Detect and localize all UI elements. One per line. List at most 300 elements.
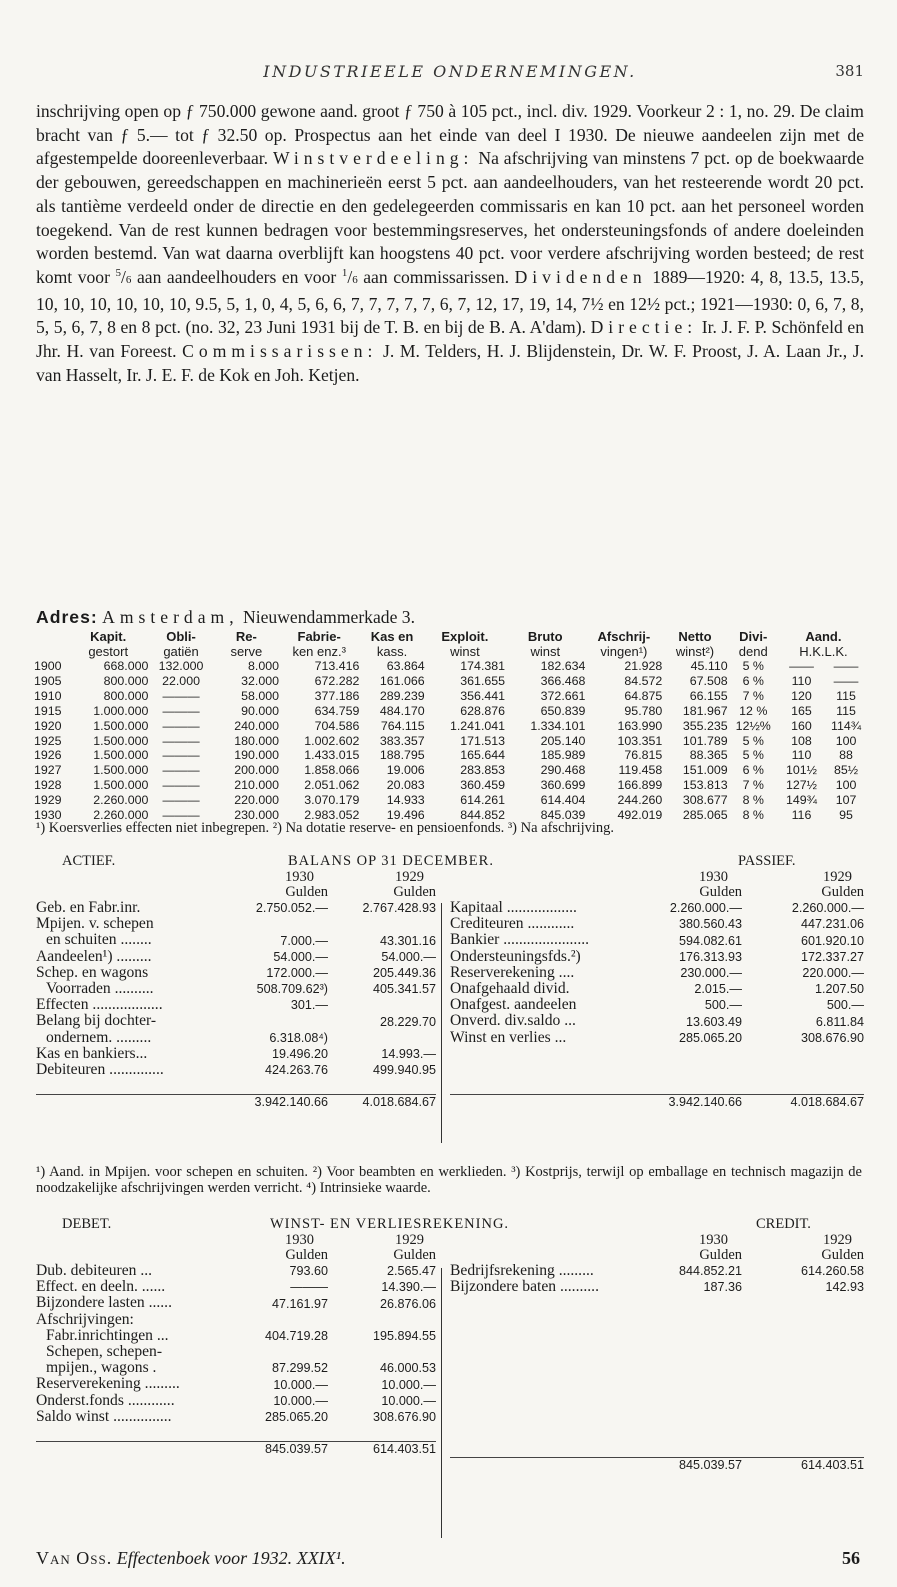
table-cell: 845.039 — [540, 808, 586, 823]
footer-page-ref: 56 — [842, 1548, 860, 1568]
table-footnote: ¹) Koersverlies effecten niet inbegrepen. ²) Na dotatie reserve- en pensioenfonds. ³) Na afschrijving. — [36, 820, 615, 836]
line-item-value: 54.000.— — [381, 949, 436, 964]
passief-total-1930: 3.942.140.66 — [668, 1094, 742, 1109]
dividenden-label: Dividenden — [514, 266, 647, 287]
table-cell: 2.260.000 — [93, 793, 149, 808]
line-item-value: 220.000.— — [802, 965, 864, 980]
table-cell: 107 — [835, 793, 857, 808]
table-cell: 7 % — [742, 688, 764, 703]
passief-row — [450, 997, 864, 1013]
year-cell: 1905 — [34, 673, 62, 688]
line-item-label: ondernem. ......... — [46, 1028, 152, 1046]
table-cell: 161.066 — [379, 673, 425, 688]
line-item-value: 2.767.428.93 — [362, 901, 436, 916]
table-cell: 844.852 — [460, 808, 506, 823]
table-cell: 713.416 — [314, 659, 360, 673]
line-item-value: 10.000.— — [381, 1377, 436, 1392]
actief-total-1929: 4.018.684.67 — [362, 1095, 436, 1110]
table-cell: 283.853 — [460, 763, 506, 778]
company-description — [36, 100, 864, 387]
year-1930: 1930 — [285, 869, 314, 885]
table-cell: 115 — [836, 688, 856, 703]
line-item-value: 793.60 — [289, 1264, 328, 1279]
table-cell: 285.065 — [682, 808, 728, 823]
table-cell: 5 % — [742, 659, 764, 673]
column-header: Re- — [235, 629, 257, 644]
debet-row — [36, 1409, 436, 1425]
line-item-value — [328, 997, 436, 1013]
line-item-value: 1.207.50 — [814, 982, 864, 997]
line-item-value: 7.000.— — [280, 933, 328, 948]
line-item-value: 14.993.— — [381, 1046, 436, 1061]
table-cell: 76.815 — [624, 748, 663, 763]
line-item-label: Onafgest. aandeelen — [450, 996, 577, 1014]
year-cell: 1900 — [34, 659, 62, 673]
credit-total-1930: 845.039.57 — [678, 1458, 742, 1473]
passief-row — [450, 916, 864, 932]
line-item-value: 2.565.47 — [386, 1264, 436, 1279]
year-cell: 1929 — [34, 793, 62, 808]
year-1929: 1929 — [823, 869, 852, 885]
table-cell: 240.000 — [234, 718, 279, 733]
unit-label: Gulden — [285, 884, 328, 900]
line-item-value: 500.— — [826, 998, 864, 1013]
line-item-label: Mpijen. v. schepen — [36, 915, 154, 933]
table-cell: 2.051.062 — [304, 778, 360, 793]
table-cell: 244.260 — [617, 793, 663, 808]
debet-row — [36, 1312, 436, 1328]
actief-column — [36, 870, 436, 1109]
table-cell: 6 % — [742, 763, 764, 778]
table-cell: 614.261 — [460, 793, 506, 808]
table-cell: 103.351 — [617, 733, 663, 748]
table-cell: 2.983.052 — [304, 808, 360, 823]
column-subheader: winst — [530, 643, 561, 659]
table-cell: 84.572 — [624, 673, 663, 688]
column-subheader: kass. — [376, 643, 408, 659]
line-item-label: Aandeelen¹) ......... — [36, 947, 152, 965]
table-cell: 800.000 — [103, 688, 149, 703]
column-header: Fabrie- — [297, 629, 341, 644]
table-cell: 360.699 — [540, 778, 586, 793]
line-item-value: 87.299.52 — [271, 1361, 328, 1376]
table-cell: ——— — [162, 748, 200, 763]
line-item-value: 46.000.53 — [379, 1361, 436, 1376]
line-item-label: Ondersteuningsfds.²) — [450, 947, 581, 965]
table-cell: 153.813 — [682, 778, 728, 793]
column-subheader: winst²) — [675, 643, 715, 659]
year-1929: 1929 — [823, 1232, 852, 1248]
actief-row — [36, 997, 436, 1013]
actief-row — [36, 932, 436, 948]
table-cell: 95 — [839, 808, 853, 823]
actief-row — [36, 981, 436, 997]
line-item-value: 380.560.43 — [678, 917, 742, 932]
table-cell: ——— — [162, 703, 200, 718]
line-item-label: Schepen, schepen- — [46, 1343, 163, 1361]
table-cell: 290.468 — [540, 763, 586, 778]
line-item-value — [226, 916, 328, 932]
address-label: Adres: — [36, 607, 98, 627]
table-row — [34, 719, 868, 734]
line-item-value: 14.390.— — [381, 1280, 436, 1295]
table-cell: 151.009 — [682, 763, 728, 778]
line-item-value: 594.082.61 — [678, 933, 742, 948]
table-cell: 180.000 — [234, 733, 279, 748]
directie-label: Directie: — [590, 317, 698, 338]
year-1929: 1929 — [395, 869, 424, 885]
table-cell: 484.170 — [379, 703, 425, 718]
table-cell: 2.260.000 — [93, 808, 149, 823]
table-row — [34, 778, 868, 793]
line-item-label: Schep. en wagons — [36, 963, 149, 981]
line-item-label: Bankier ...................... — [450, 931, 590, 949]
table-cell: 63.864 — [386, 659, 425, 673]
table-cell: 7 % — [742, 778, 764, 793]
line-item-label: Kas en bankiers... — [36, 1044, 148, 1062]
table-cell: 182.634 — [540, 659, 586, 673]
line-item-label: Winst en verlies ... — [450, 1028, 567, 1046]
table-row — [34, 704, 868, 719]
table-cell: 132.000 — [158, 659, 204, 673]
winstverdeeling-text-3: aan commissarissen. — [363, 266, 510, 287]
table-cell: 628.876 — [460, 703, 506, 718]
passief-row — [450, 949, 864, 965]
balans-footnote: ¹) Aand. in Mpijen. voor schepen en schuiten. ²) Voor beambten en werklieden. ³) Kostprijs, terwijl op emballage en technisch magazijn de noodzakelijke afschrijvingen werden verricht. ⁴) Intrinsieke waarde. — [36, 1164, 862, 1196]
line-item-label: Belang bij dochter- — [36, 1012, 157, 1030]
table-cell: 88.365 — [689, 748, 728, 763]
table-cell: 1.500.000 — [93, 763, 149, 778]
table-cell: 355.235 — [682, 718, 728, 733]
line-item-value — [226, 1344, 328, 1360]
commissarissen-text: J. M. Telders, H. J. Blijdenstein, Dr. W. F. Proost, J. A. Laan Jr., J. van Hasselt, Ir. J. E. F. de Kok en Joh. Ketjen. — [36, 341, 865, 385]
line-item-label: Debiteuren .............. — [36, 1061, 164, 1079]
passief-label: PASSIEF. — [738, 853, 796, 869]
column-header: Netto — [678, 629, 712, 644]
table-cell: 704.586 — [314, 718, 360, 733]
passief-row — [450, 981, 864, 997]
line-item-label: Onderst.fonds ............ — [36, 1391, 175, 1409]
line-item-label: mpijen., wagons . — [46, 1359, 157, 1377]
line-item-label: Bedrijfsrekening ......... — [450, 1262, 594, 1279]
line-item-label: Reserverekening .... — [450, 963, 575, 981]
unit-label-2: Gulden — [821, 884, 864, 900]
line-item-value: 499.940.95 — [372, 1063, 436, 1078]
fraction-numerator-2: 1 — [341, 267, 348, 280]
line-item-value: 308.676.90 — [800, 1030, 864, 1045]
table-cell: 58.000 — [241, 688, 279, 703]
year-cell: 1920 — [34, 718, 62, 733]
debet-row — [36, 1376, 436, 1392]
table-cell: ——— — [162, 793, 200, 808]
column-subheader — [34, 645, 68, 660]
line-item-label: Bijzondere baten .......... — [450, 1278, 599, 1296]
passief-total-1929: 4.018.684.67 — [790, 1094, 864, 1109]
line-item-label: Saldo winst ............... — [36, 1407, 172, 1425]
table-cell: 1.500.000 — [93, 733, 149, 748]
debet-row — [36, 1263, 436, 1279]
line-item-value — [328, 1312, 436, 1328]
table-row — [34, 674, 868, 689]
line-item-value: 2.015.— — [694, 982, 742, 997]
table-cell: 114¾ — [830, 718, 862, 733]
debet-row — [36, 1295, 436, 1311]
table-cell: 67.508 — [689, 673, 728, 688]
line-item-value: 19.496.20 — [271, 1046, 328, 1061]
table-cell: 634.759 — [314, 703, 360, 718]
column-subheader: winst — [450, 643, 480, 659]
table-cell: 32.000 — [241, 673, 279, 688]
debet-row — [36, 1328, 436, 1344]
table-cell: 101.789 — [682, 733, 728, 748]
table-cell: 383.357 — [379, 733, 425, 748]
description-paragraph: inschrijving open op ƒ 750.000 gewone aand. groot ƒ 750 à 105 pct., incl. div. 1929. Voorkeur 2 : 1, no. 29. De claim bracht van ƒ 5.— tot ƒ 32.50 op. Prospectus aan het einde van deel I 1930. De nieuwe aandeelen zijn met de afgestempelde dooreenleverbaar. Winstverdeeling: Na afschrijving van minstens 7 pct. op de boekwaarde der gebouwen, gereedschappen en machinerieën eerst 5 pct. aan aandeelhouders, van het resteerende wordt 20 pct. als tantième verdeeld onder de directie en den gedelegeerden commissaris en kan 10 pct. aan het personeel worden toegekend. Van de rest kunnen bedragen voor bestemmingsreserves, het ondersteuningsfonds of andere doeleinden worden bestemd. Van wat daarna overblijft kan hoogstens 40 pct. voor verdere afschrijving worden besteed; de rest komt voor $^5$/6 aan aandeelhouders en voor $^1$/6 aan commissarissen. Dividenden 1889—1920: 4, 8, 13.5, 13.5, 10, 10, 10, 10, 10, 10, 9.5, 5, 1, 0, 4, 5, 6, 6, 7, 7, 7, 7, 7, 6, 7, 12, 17, 19, 14, 7½ en 12½ pct.; 1921—1930: 0, 6, 7, 8, 5, 5, 6, 7, 8 en 8 pct. (no. 32, 23 Juni 1931 bij de T. B. en bij de B. A. A'dam). Directie: Ir. J. F. P. Schönfeld en Jhr. H. van Foreest. Commissarissen: J. M. Telders, H. J. Blijdenstein, Dr. W. F. Proost, J. A. Laan Jr., J. van Hasselt, Ir. J. E. F. de Kok en Joh. Ketjen. — [36, 101, 865, 385]
line-item-label: Voorraden .......... — [46, 980, 154, 998]
column-subheader: gestort — [88, 643, 129, 659]
address-line — [36, 607, 864, 628]
table-cell: 1.241.041 — [449, 718, 506, 733]
year-cell: 1925 — [34, 733, 62, 748]
line-item-value: ——— — [290, 1280, 328, 1295]
line-item-value: 447.231.06 — [800, 917, 864, 932]
credit-label: CREDIT. — [756, 1216, 811, 1232]
line-item-value: 285.065.20 — [678, 1030, 742, 1045]
table-cell: 19.496 — [386, 808, 425, 823]
fraction-denominator: 6 — [125, 273, 132, 286]
line-item-label: Onafgehaald divid. — [450, 980, 570, 998]
unit-label-2: Gulden — [393, 1247, 436, 1263]
balans-title: BALANS OP 31 DECEMBER. — [288, 853, 494, 869]
line-item-label: Bijzondere lasten ...... — [36, 1294, 172, 1312]
column-header: Obli- — [166, 629, 196, 644]
line-item-label: Afschrijvingen: — [36, 1310, 134, 1328]
table-cell: 149¾ — [785, 793, 817, 808]
actief-total-1930: 3.942.140.66 — [254, 1095, 328, 1110]
table-row — [34, 689, 868, 704]
actief-row — [36, 1046, 436, 1062]
table-cell: 8.000 — [247, 659, 279, 673]
line-item-value: 54.000.— — [273, 949, 328, 964]
line-item-value: 601.920.10 — [800, 933, 864, 948]
table-cell: 88 — [839, 748, 853, 763]
column-header: Exploit. — [441, 629, 489, 644]
line-item-value: 2.260.000.— — [791, 901, 864, 916]
line-item-value: 301.— — [290, 998, 328, 1013]
line-item-value: 195.894.55 — [372, 1328, 436, 1343]
line-item-value: 285.065.20 — [264, 1409, 328, 1424]
actief-row — [36, 949, 436, 965]
line-item-value — [226, 1312, 328, 1328]
line-item-value — [328, 916, 436, 932]
table-cell: 20.083 — [386, 778, 425, 793]
table-cell: 45.110 — [690, 659, 728, 673]
line-item-value: 308.676.90 — [372, 1409, 436, 1424]
line-item-value — [226, 1013, 328, 1029]
column-subheader: vingen¹) — [600, 643, 648, 659]
column-header: Divi- — [739, 629, 768, 644]
table-cell: 356.441 — [460, 688, 506, 703]
directie-text: Ir. J. F. P. Schönfeld en Jhr. H. van Foreest. — [36, 317, 864, 362]
table-cell: ——— — [162, 763, 200, 778]
table-cell: 1.500.000 — [93, 748, 149, 763]
table-row — [34, 763, 868, 778]
line-item-value: 405.341.57 — [372, 982, 436, 997]
table-cell: 166.899 — [617, 778, 663, 793]
table-cell: 174.381 — [460, 659, 506, 673]
address-city: Amsterdam, — [102, 607, 239, 627]
line-item-value: 13.603.49 — [685, 1014, 742, 1029]
table-cell: 366.468 — [540, 673, 586, 688]
table-cell: ——— — [162, 808, 200, 823]
actief-row — [36, 900, 436, 916]
winstverdeeling-label: Winstverdeeling: — [272, 148, 474, 169]
line-item-value: 10.000.— — [273, 1393, 328, 1408]
running-header — [36, 62, 864, 84]
line-item-value: 508.709.62³) — [256, 982, 328, 997]
year-1930: 1930 — [285, 1232, 314, 1248]
line-item-value: 230.000.— — [680, 965, 742, 980]
winstverdeeling-text: Na afschrijving van minstens 7 pct. op de boekwaarde der gebouwen, gereedschappen en machinerieën eerst 5 pct. aan aandeelhouders, van het resteerende wordt 20 pct. als tantième verdeeld onder de directie en den gedelegeerden commissaris en kan 10 pct. aan het personeel worden toegekend. Van de rest kunnen bedragen voor bestemmingsreserves, het ondersteuningsfonds of andere doeleinden worden bestemd. Van wat daarna overblijft kan hoogstens 40 pct. voor verdere afschrijving worden besteed; de rest komt voor — [36, 148, 865, 287]
table-row — [34, 734, 868, 749]
table-cell: 1.500.000 — [93, 718, 149, 733]
actief-row — [36, 965, 436, 981]
table-cell: ——— — [162, 778, 200, 793]
unit-label: Gulden — [699, 1247, 742, 1263]
actief-row — [36, 1013, 436, 1029]
line-item-value: 187.36 — [703, 1280, 742, 1295]
table-cell: 64.875 — [624, 688, 663, 703]
year-1930: 1930 — [699, 1232, 728, 1248]
line-item-value: 205.449.36 — [372, 965, 436, 980]
table-cell: 8 % — [742, 808, 764, 823]
year-cell: 1930 — [34, 808, 62, 823]
fraction-denominator-2: 6 — [352, 273, 358, 286]
line-item-value: 2.750.052.— — [255, 901, 328, 916]
table-cell: 650.839 — [540, 703, 586, 718]
column-header: Kas en — [370, 629, 414, 644]
table-cell: 120 — [791, 688, 812, 703]
debet-label: DEBET. — [62, 1216, 112, 1232]
table-cell: 181.967 — [682, 703, 728, 718]
column-header: Kapit. — [90, 629, 127, 644]
financial-history-table — [34, 630, 868, 823]
year-cell: 1910 — [34, 688, 62, 703]
line-item-value — [328, 1344, 436, 1360]
line-item-value: 10.000.— — [273, 1377, 328, 1392]
fraction-numerator: 5 — [115, 267, 122, 280]
passief-row — [450, 965, 864, 981]
debet-row — [36, 1344, 436, 1360]
column-subheader: serve — [230, 643, 263, 659]
table-cell: 14.933 — [386, 793, 425, 808]
table-cell: 289.239 — [379, 688, 425, 703]
line-item-value: 500.— — [704, 998, 742, 1013]
table-row — [34, 748, 868, 763]
table-cell: 115 — [836, 703, 856, 718]
table-cell: —— — [789, 659, 814, 673]
credit-column — [450, 1233, 864, 1472]
table-cell: 614.404 — [540, 793, 586, 808]
prospectus-text: inschrijving open op ƒ 750.000 gewone aand. groot ƒ 750 à 105 pct., incl. div. 1929. Voorkeur 2 : 1, no. 29. De claim bracht van ƒ 5.— tot ƒ 32.50 op. Prospectus aan het einde van deel I 1930. De nieuwe aandeelen zijn met de afgestempelde dooreenleverbaar. — [36, 101, 864, 169]
line-item-label: Geb. en Fabr.inr. — [36, 899, 141, 916]
table-cell: 171.513 — [460, 733, 506, 748]
table-cell: 127½ — [785, 778, 817, 793]
table-cell: 22.000 — [162, 673, 200, 688]
table-row — [34, 659, 868, 674]
table-cell: 116 — [791, 808, 812, 823]
line-item-value: 2.260.000.— — [669, 901, 742, 916]
page-number: 381 — [835, 62, 864, 80]
book-title: Effectenboek voor 1932. — [116, 1548, 293, 1568]
table-header-row — [34, 630, 868, 645]
actief-row — [36, 916, 436, 932]
table-cell: 372.661 — [540, 688, 586, 703]
table-cell: 668.000 — [103, 659, 149, 673]
table-cell: 205.140 — [540, 733, 586, 748]
column-header: Afschrij- — [597, 629, 651, 644]
column-subheader: ken enz.³ — [292, 643, 346, 659]
table-cell: 185.989 — [540, 748, 586, 763]
table-cell: 188.795 — [379, 748, 425, 763]
passief-row — [450, 1013, 864, 1029]
debet-row — [36, 1360, 436, 1376]
publisher: Van Oss. — [36, 1548, 113, 1568]
table-cell: 190.000 — [234, 748, 279, 763]
table-cell: 119.458 — [618, 763, 663, 778]
line-item-value: 47.161.97 — [271, 1296, 328, 1311]
line-item-value: 142.93 — [825, 1280, 864, 1295]
column-divider-2 — [441, 1268, 442, 1538]
line-item-label: Onverd. div.saldo ... — [450, 1012, 576, 1030]
table-cell: 672.282 — [314, 673, 360, 688]
line-item-value — [328, 1030, 436, 1046]
line-item-value: 844.852.21 — [678, 1264, 742, 1279]
line-item-value: 404.719.28 — [264, 1328, 328, 1343]
table-cell: ——— — [162, 688, 200, 703]
table-header-row-2 — [34, 645, 868, 660]
table-cell: 1.500.000 — [93, 778, 149, 793]
table-cell: 163.990 — [617, 718, 663, 733]
table-cell: ——— — [162, 718, 200, 733]
line-item-value: 26.876.06 — [379, 1296, 436, 1311]
table-cell: 21.928 — [624, 659, 663, 673]
column-subheader: gatiën — [163, 643, 199, 659]
table-cell: 5 % — [742, 748, 764, 763]
table-cell: —— — [833, 673, 859, 688]
year-cell: 1926 — [34, 748, 62, 763]
table-cell: 85½ — [833, 763, 859, 778]
year-1929: 1929 — [395, 1232, 424, 1248]
unit-label-2: Gulden — [393, 884, 436, 900]
commissarissen-label: Commissarissen: — [182, 341, 378, 362]
line-item-value: 176.313.93 — [678, 949, 742, 964]
table-cell: —— — [833, 659, 859, 673]
actief-row — [36, 1062, 436, 1078]
debet-row — [36, 1393, 436, 1409]
line-item-value: 28.229.70 — [379, 1014, 436, 1029]
line-item-value: 172.000.— — [266, 965, 328, 980]
passief-column — [450, 870, 864, 1109]
table-cell: 108 — [791, 733, 812, 748]
table-cell: 800.000 — [103, 673, 149, 688]
debet-total-1929: 614.403.51 — [372, 1442, 436, 1457]
year-1930: 1930 — [699, 869, 728, 885]
table-cell: 492.019 — [617, 808, 663, 823]
line-item-label: Dub. debiteuren ... — [36, 1262, 153, 1279]
table-cell: 230.000 — [234, 808, 279, 823]
table-cell: 1.433.015 — [304, 748, 360, 763]
table-cell: 8 % — [742, 793, 764, 808]
